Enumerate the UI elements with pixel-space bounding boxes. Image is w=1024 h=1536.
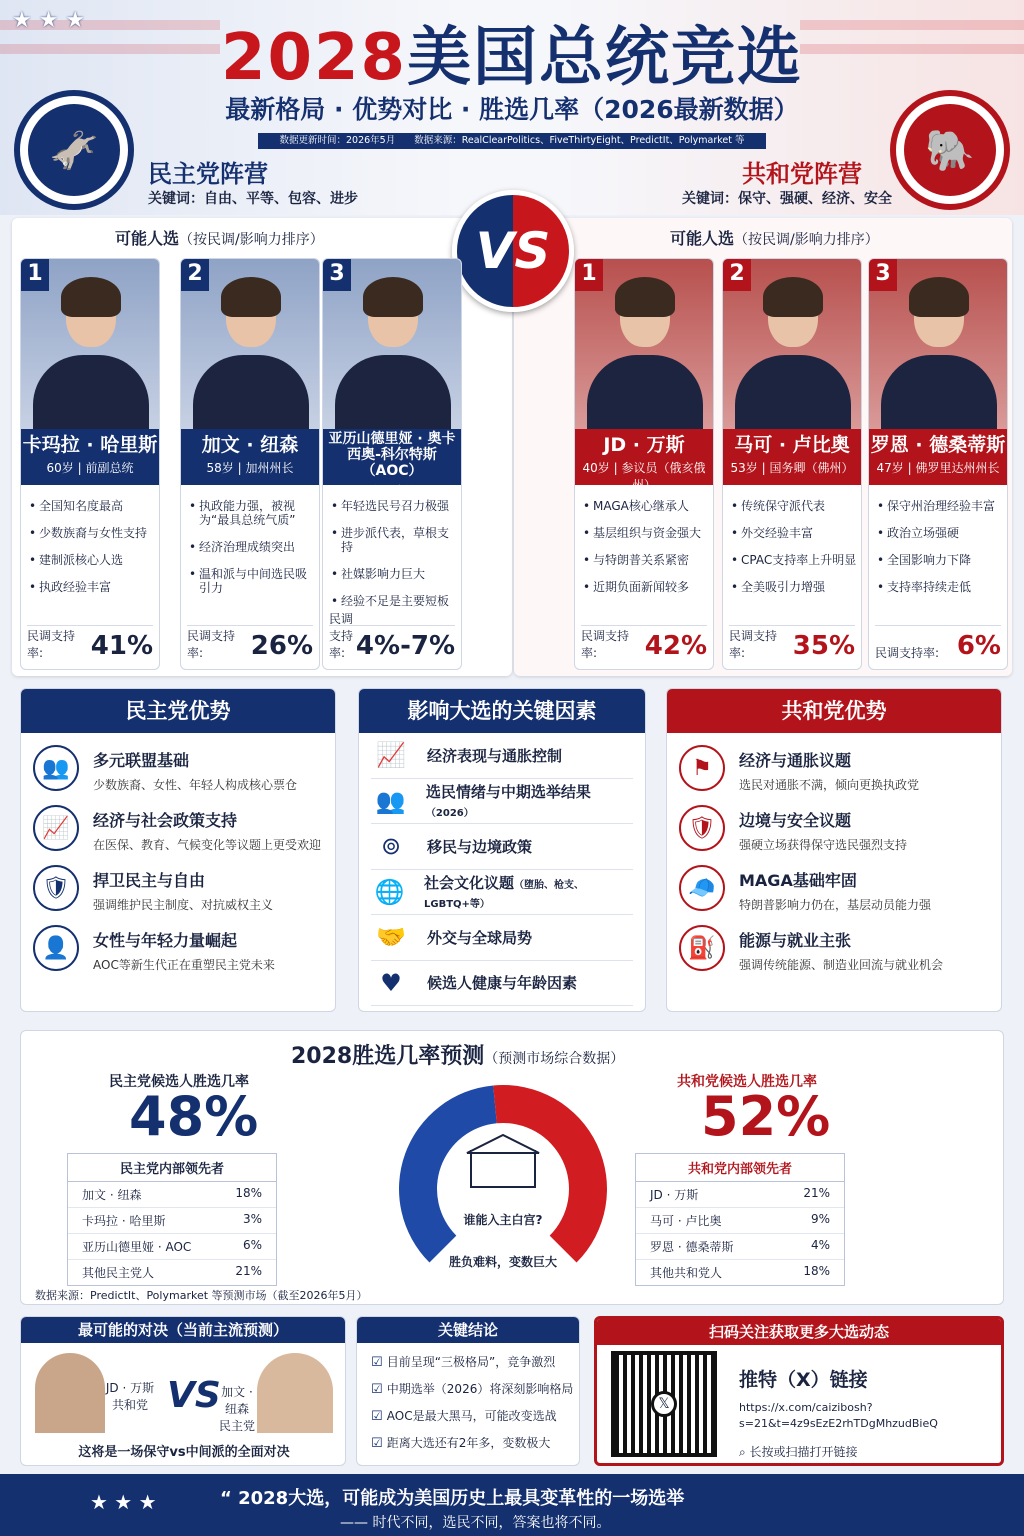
table-row — [68, 1182, 276, 1208]
candidate-bullet: • 进步派代表，草根支持 — [331, 526, 459, 554]
row-value: 18% — [803, 1264, 830, 1278]
rep-odds-label: 共和党候选人胜选几率 — [677, 1074, 817, 1090]
rep-advantages-box — [666, 688, 1002, 1012]
matchup-vs: VS — [167, 1375, 221, 1416]
candidate-rank: 3 — [869, 259, 897, 291]
rep-candidate-card — [868, 258, 1008, 670]
dem-odds-label: 民主党候选人胜选几率 — [109, 1074, 249, 1090]
qr-box — [594, 1316, 1004, 1466]
poll-value: 42% — [644, 631, 707, 661]
qr-url-line1[interactable]: https://x.com/caizibosh? — [739, 1401, 873, 1414]
candidate-namebox — [869, 429, 1007, 485]
vs-badge: VS — [452, 190, 574, 312]
candidate-name: 亚历山德里娅 · 奥卡西奥-科尔特斯（AOC） — [328, 431, 456, 479]
odds-title: 2028胜选几率预测（预测市场综合数据） — [291, 1044, 625, 1069]
advantage-title: 多元联盟基础 — [93, 751, 190, 770]
qr-title: 扫码关注获取更多大选动态 — [597, 1319, 1001, 1345]
qr-url-line2[interactable]: s=21&t=4z9sEzE2rhTDgMhzudBieQ — [739, 1417, 938, 1430]
matchup-title: 最可能的对决（当前主流预测） — [21, 1317, 345, 1343]
candidate-rank: 1 — [575, 259, 603, 291]
candidate-bullets — [331, 499, 459, 621]
advantage-desc: 强调维护民主制度、对抗威权主义 — [93, 898, 274, 912]
advantage-title: 经济与通胀议题 — [739, 751, 852, 770]
search-icon: ⌕ — [739, 1445, 750, 1459]
candidate-bullet: • 执政能力强，被视为“最具总统气质” — [189, 499, 317, 527]
conclusion-item: ☑ 距离大选还有2年多，变数极大 — [371, 1434, 579, 1451]
poll-label: 民调支持率: — [581, 629, 630, 660]
candidate-bullet: • 基层组织与资金强大 — [583, 526, 711, 540]
matchup-left: JD · 万斯 共和党 — [105, 1381, 155, 1412]
flag-icon: ⚑ — [679, 745, 725, 791]
row-name: 其他共和党人 — [650, 1266, 723, 1280]
candidate-namebox — [323, 429, 461, 498]
candidate-bullet: • MAGA核心继承人 — [583, 499, 711, 513]
row-name: 亚历山德里娅 · AOC — [82, 1240, 192, 1254]
factor-title: 移民与边境政策 — [427, 837, 533, 856]
factor-item — [371, 733, 633, 779]
factor-item — [371, 961, 633, 1007]
candidate-info: 53岁 | 国务卿（佛州） — [730, 461, 854, 475]
candidate-namebox — [21, 429, 159, 485]
advantage-item — [33, 805, 323, 853]
candidate-name: 加文 · 纽森 — [201, 434, 299, 456]
poll-label: 民调支持率: — [329, 612, 354, 660]
poll-value: 26% — [250, 631, 313, 661]
poll-value: 35% — [792, 631, 855, 661]
rep-camp-title: 共和党阵营 — [742, 160, 862, 188]
rep-candidates-heading: 可能人选（按民调/影响力排序） — [670, 229, 879, 248]
diplomacy-icon: 🤝 — [376, 923, 406, 952]
advantage-desc: 选民对通胀不满，倾向更换执政党 — [739, 778, 920, 792]
stars-decoration: ★ ★ ★ — [12, 8, 86, 33]
candidate-rank: 3 — [323, 259, 351, 291]
rep-candidate-card — [722, 258, 862, 670]
chart-icon: 📈 — [33, 805, 79, 851]
page-title: 2028美国总统竞选 — [220, 21, 804, 95]
advantage-title: 边境与安全议题 — [739, 811, 852, 830]
quote-banner — [0, 1474, 1024, 1536]
factor-note: （2026） — [425, 808, 474, 820]
table-row — [636, 1182, 844, 1208]
dem-candidate-card — [322, 258, 462, 670]
advantage-desc: AOC等新生代正在重塑民主党未来 — [93, 958, 275, 972]
poll-label: 民调支持率: — [729, 629, 778, 660]
rep-leaders-title: 共和党内部领先者 — [636, 1154, 844, 1182]
candidate-bullet: • 全美吸引力增强 — [731, 580, 859, 594]
conclusion-item: ☑ AOC是最大黑马，可能改变选战 — [371, 1407, 579, 1424]
qr-code[interactable] — [611, 1351, 717, 1457]
elephant-icon: 🐘 — [904, 104, 996, 196]
advantage-title: 女性与年轻力量崛起 — [93, 931, 238, 950]
table-row — [68, 1208, 276, 1234]
row-value: 21% — [235, 1264, 262, 1278]
candidate-bullet: • 年轻选民号召力极强 — [331, 499, 459, 513]
shield-icon: 🛡 — [679, 805, 725, 851]
poll-label: 民调支持率: — [27, 629, 76, 660]
row-name: 卡玛拉 · 哈里斯 — [82, 1214, 166, 1228]
candidate-bullet: • 温和派与中间选民吸引力 — [189, 567, 317, 595]
white-house-icon — [471, 1151, 535, 1187]
candidate-bullets — [731, 499, 859, 607]
candidate-info: 36岁 | 众议员 — [354, 484, 430, 498]
rep-candidate-card — [574, 258, 714, 670]
health-icon: ♥ — [380, 968, 402, 997]
candidate-bullet: • 全国知名度最高 — [29, 499, 157, 513]
candidate-bullet: • 与特朗普关系紧密 — [583, 553, 711, 567]
quote-sub: —— 时代不同，选民不同，答案也将不同。 — [340, 1515, 611, 1531]
advantage-title: 经济与社会政策支持 — [93, 811, 238, 830]
candidate-poll — [875, 625, 1001, 661]
odds-section — [20, 1030, 1004, 1305]
vance-avatar — [35, 1353, 105, 1433]
factor-title: 选民情绪与中期选举结果 — [425, 783, 591, 802]
dem-camp-title: 民主党阵营 — [148, 160, 268, 188]
advantage-item — [33, 865, 323, 913]
key-factors-box — [358, 688, 646, 1012]
page-subtitle: 最新格局 · 优势对比 · 胜选几率（2026最新数据） — [225, 95, 799, 124]
candidate-bullet: • 全国影响力下降 — [877, 553, 1005, 567]
row-value: 21% — [803, 1186, 830, 1200]
conclusion-item: ☑ 目前呈现“三极格局”，竞争激烈 — [371, 1353, 579, 1370]
table-row — [636, 1260, 844, 1285]
candidate-poll — [187, 625, 313, 661]
rep-keywords: 关键词：保守、强硬、经济、安全 — [682, 191, 892, 207]
candidate-bullet: • CPAC支持率上升明显 — [731, 553, 859, 567]
donut-question: 谁能入主白宫? — [463, 1213, 543, 1227]
candidate-bullet: • 建制派核心人选 — [29, 553, 157, 567]
key-factors-title: 影响大选的关键因素 — [359, 689, 645, 733]
candidate-info: 47岁 | 佛罗里达州州长 — [876, 461, 1000, 475]
row-name: 加文 · 纽森 — [82, 1188, 142, 1202]
dem-leaders-table — [67, 1153, 277, 1286]
democrat-logo — [14, 90, 134, 210]
advantage-item — [33, 925, 323, 973]
factor-item — [371, 870, 633, 916]
candidate-namebox — [181, 429, 319, 485]
table-row — [636, 1234, 844, 1260]
dem-candidate-card — [20, 258, 160, 670]
qr-hint: ⌕ 长按或扫描打开链接 — [739, 1445, 858, 1459]
poll-label: 民调支持率: — [187, 629, 236, 660]
advantage-item — [679, 805, 989, 853]
newsom-avatar — [257, 1353, 333, 1433]
factor-title: 社会文化议题 — [424, 874, 515, 893]
candidate-bullets — [189, 499, 317, 608]
candidate-name: 马可 · 卢比奥 — [734, 434, 850, 456]
donut-note: 胜负难料，变数巨大 — [448, 1255, 557, 1269]
candidate-rank: 2 — [723, 259, 751, 291]
factor-item — [371, 824, 633, 870]
candidate-info: 60岁 | 前副总统 — [46, 461, 134, 475]
dem-advantages-box — [20, 688, 336, 1012]
candidate-bullet: • 社媒影响力巨大 — [331, 567, 459, 581]
advantage-desc: 强调传统能源、制造业回流与就业机会 — [739, 958, 944, 972]
factor-title: 候选人健康与年龄因素 — [427, 974, 578, 993]
candidate-bullet: • 经济治理成绩突出 — [189, 540, 317, 554]
factor-item — [371, 779, 633, 825]
row-value: 6% — [242, 1238, 262, 1252]
advantage-item — [33, 745, 323, 793]
factor-item — [371, 915, 633, 961]
donkey-icon: 🫏 — [28, 104, 120, 196]
candidate-bullets — [29, 499, 157, 607]
candidate-bullet: • 执政经验丰富 — [29, 580, 157, 594]
row-value: 18% — [235, 1186, 262, 1200]
candidate-bullet: • 少数族裔与女性支持 — [29, 526, 157, 540]
rep-leaders-table — [635, 1153, 845, 1286]
update-bar: 数据更新时间：2026年5月 数据来源：RealClearPolitics、FiveThirtyEight、PredictIt、Polymarket 等 — [258, 133, 766, 149]
candidate-bullet: • 近期负面新闻较多 — [583, 580, 711, 594]
advantage-desc: 在医保、教育、气候变化等议题上更受欢迎 — [93, 838, 322, 852]
advantage-title: 能源与就业主张 — [739, 931, 852, 950]
rep-advantages-title: 共和党优势 — [667, 689, 1001, 733]
chart-icon: 📈 — [376, 741, 406, 770]
globe-icon: 🌐 — [374, 877, 405, 906]
candidate-name: JD · 万斯 — [603, 434, 685, 456]
dem-odds-value: 48% — [129, 1085, 259, 1148]
people-icon: 👥 — [33, 745, 79, 791]
candidate-poll — [329, 612, 455, 661]
candidate-name: 罗恩 · 德桑蒂斯 — [870, 434, 1006, 456]
odds-source: 数据来源：PredictIt、Polymarket 等预测市场（截至2026年5月） — [35, 1289, 368, 1302]
candidate-rank: 1 — [21, 259, 49, 291]
row-name: JD · 万斯 — [650, 1188, 699, 1202]
matchup-box — [20, 1316, 346, 1466]
factor-title: 经济表现与通胀控制 — [427, 746, 563, 765]
candidate-namebox — [575, 429, 713, 492]
poll-value: 41% — [90, 631, 153, 661]
row-name: 马可 · 卢比奥 — [650, 1214, 722, 1228]
candidate-rank: 2 — [181, 259, 209, 291]
row-value: 3% — [242, 1212, 262, 1226]
conclusion-box — [356, 1316, 580, 1466]
voters-icon: 👥 — [375, 786, 406, 815]
row-value: 4% — [810, 1238, 830, 1252]
republican-logo — [890, 90, 1010, 210]
row-name: 罗恩 · 德桑蒂斯 — [650, 1240, 734, 1254]
factor-title: 外交与全球局势 — [427, 928, 533, 947]
quote-main: “ 2028大选，可能成为美国历史上最具变革性的一场选举 — [220, 1488, 685, 1509]
table-row — [68, 1260, 276, 1285]
woman-icon: 👤 — [33, 925, 79, 971]
poll-label: 民调支持率: — [875, 646, 940, 660]
matchup-note: 这将是一场保守vs中间派的全面对决 — [78, 1445, 290, 1460]
candidate-namebox — [723, 429, 861, 485]
row-name: 其他民主党人 — [82, 1266, 155, 1280]
poll-value: 6% — [956, 631, 1001, 661]
dem-advantages-title: 民主党优势 — [21, 689, 335, 733]
dem-candidates-heading: 可能人选（按民调/影响力排序） — [115, 229, 324, 248]
oil-icon: ⛽ — [679, 925, 725, 971]
candidate-info: 58岁 | 加州州长 — [206, 461, 294, 475]
qr-label: 推特（X）链接 — [739, 1369, 868, 1391]
maga-icon: 🧢 — [679, 865, 725, 911]
row-value: 9% — [810, 1212, 830, 1226]
x-logo-icon: 𝕏 — [651, 1391, 677, 1417]
candidate-bullets — [877, 499, 1005, 607]
candidate-bullet: • 外交经验丰富 — [731, 526, 859, 540]
matchup-right: 加文 · 纽森 民主党 — [218, 1385, 255, 1433]
candidate-bullet: • 政治立场强硬 — [877, 526, 1005, 540]
border-icon: ⊚ — [380, 832, 402, 861]
candidate-name: 卡玛拉 · 哈里斯 — [22, 434, 158, 456]
advantage-title: MAGA基础牢固 — [739, 871, 857, 890]
conclusion-title: 关键结论 — [357, 1317, 579, 1343]
quote-stars: ★ ★ ★ — [90, 1490, 157, 1514]
candidate-bullets — [583, 499, 711, 607]
dem-leaders-title: 民主党内部领先者 — [68, 1154, 276, 1182]
candidate-poll — [27, 625, 153, 661]
advantage-title: 捍卫民主与自由 — [93, 871, 206, 890]
advantage-desc: 特朗普影响力仍在，基层动员能力强 — [739, 898, 932, 912]
candidate-info: 40岁 | 参议员（俄亥俄州） — [582, 461, 706, 492]
advantage-item — [679, 925, 989, 973]
advantage-desc: 少数族裔、女性、年轻人构成核心票仓 — [93, 778, 298, 792]
table-row — [68, 1234, 276, 1260]
advantage-item — [679, 865, 989, 913]
shield-icon: 🛡 — [33, 865, 79, 911]
candidate-bullet: • 保守州治理经验丰富 — [877, 499, 1005, 513]
candidate-poll — [581, 625, 707, 661]
advantage-item — [679, 745, 989, 793]
poll-value: 4%-7% — [355, 631, 455, 661]
dem-keywords: 关键词：自由、平等、包容、进步 — [148, 191, 358, 207]
advantage-desc: 强硬立场获得保守选民强烈支持 — [739, 838, 908, 852]
dem-candidate-card — [180, 258, 320, 670]
candidate-bullet: • 传统保守派代表 — [731, 499, 859, 513]
rep-odds-value: 52% — [701, 1085, 831, 1148]
factor-note: （堕胎、枪支、LGBTQ+等） — [424, 880, 585, 911]
candidate-bullet: • 支持率持续走低 — [877, 580, 1005, 594]
conclusion-item: ☑ 中期选举（2026）将深刻影响格局 — [371, 1380, 579, 1397]
candidate-poll — [729, 625, 855, 661]
table-row — [636, 1208, 844, 1234]
candidate-bullet: • 经验不足是主要短板 — [331, 594, 459, 608]
